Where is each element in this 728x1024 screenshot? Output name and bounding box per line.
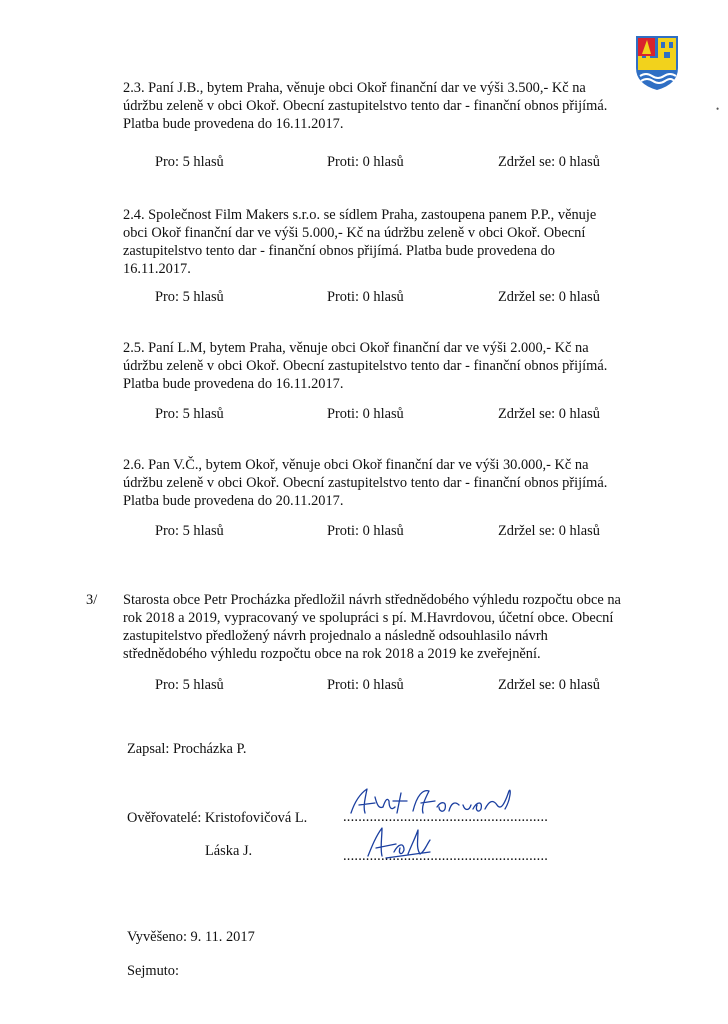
signature-kristofovicova (345, 783, 515, 821)
vote-for: Pro: 5 hlasů (155, 523, 224, 539)
vote-against: Proti: 0 hlasů (327, 406, 404, 422)
resolution-text: 2.6. Pan V.Č., bytem Okoř, věnuje obci Okoř finanční dar ve výši 30.000,- Kč na údržbu zeleně v obci Okoř. Obecní zastupitelstvo tento dar - finanční obnos přijímá. Platba bude provedena do 20.11.2017. (123, 457, 608, 509)
vote-result-2-6 (0, 522, 728, 540)
vote-for: Pro: 5 hlasů (155, 154, 224, 170)
resolution-text: Starosta obce Petr Procházka předložil návrh střednědobého výhledu rozpočtu obce na rok 2018 a 2019, vypracovaný ve spolupráci s pí. M.Havrdovou, účetní obce. Obecní zastupitelstvo předložený návrh projednalo a následně odsouhlasilo návrh střednědobého výhledu rozpočtu obce na rok 2018 a 2019 ke zveřejnění. (123, 592, 621, 662)
section-number: 3/ (86, 592, 98, 608)
resolution-2-6 (123, 456, 623, 510)
resolution-text: 2.4. Společnost Film Makers s.r.o. se sídlem Praha, zastoupena panem P.P., věnuje obci Okoř finanční dar ve výši 5.000,- Kč na údržbu zeleně v obci Okoř. Obecní zastupitelstvo tento dar - finanční obnos přijímá. Platba bude provedena do 16.11.2017. (123, 207, 597, 277)
signature-line-2: ...................................................... (343, 848, 549, 864)
vote-abstain: Zdržel se: 0 hlasů (498, 154, 600, 170)
resolution-2-5 (123, 339, 623, 393)
vote-result-2-5 (0, 405, 728, 423)
vote-abstain: Zdržel se: 0 hlasů (498, 406, 600, 422)
vote-result-2-4 (0, 288, 728, 306)
scan-mark: • (716, 104, 720, 114)
vote-for: Pro: 5 hlasů (155, 677, 224, 693)
vote-abstain: Zdržel se: 0 hlasů (498, 523, 600, 539)
resolution-text: 2.3. Paní J.B., bytem Praha, věnuje obci Okoř finanční dar ve výši 3.500,- Kč na údržbu zeleně v obci Okoř. Obecní zastupitelstvo tento dar - finanční obnos přijímá. Platba bude provedena do 16.11.2017. (123, 80, 608, 132)
vote-for: Pro: 5 hlasů (155, 289, 224, 305)
vote-against: Proti: 0 hlasů (327, 523, 404, 539)
resolution-text: 2.5. Paní L.M, bytem Praha, věnuje obci Okoř finanční dar ve výši 2.000,- Kč na údržbu zeleně v obci Okoř. Obecní zastupitelstvo tento dar - finanční obnos přijímá. Platba bude provedena do 16.11.2017. (123, 340, 608, 392)
resolution-3 (123, 591, 635, 663)
signature-laska (360, 822, 440, 862)
recorded-by: Zapsal: Procházka P. (127, 741, 247, 757)
vote-result-2-3 (0, 153, 728, 171)
resolution-2-3 (123, 79, 623, 133)
vote-for: Pro: 5 hlasů (155, 406, 224, 422)
vote-abstain: Zdržel se: 0 hlasů (498, 677, 600, 693)
removed-date: Sejmuto: (127, 963, 179, 979)
vote-abstain: Zdržel se: 0 hlasů (498, 289, 600, 305)
vote-against: Proti: 0 hlasů (327, 677, 404, 693)
verifiers-label: Ověřovatelé: Kristofovičová L. (127, 810, 308, 826)
vote-result-3 (0, 676, 728, 694)
posted-date: Vyvěšeno: 9. 11. 2017 (127, 929, 255, 945)
vote-against: Proti: 0 hlasů (327, 289, 404, 305)
resolution-2-4 (123, 206, 623, 278)
second-verifier-name: Láska J. (205, 843, 253, 859)
signature-line-1: ...................................................... (343, 809, 549, 825)
municipal-crest-icon (634, 34, 680, 92)
vote-against: Proti: 0 hlasů (327, 154, 404, 170)
